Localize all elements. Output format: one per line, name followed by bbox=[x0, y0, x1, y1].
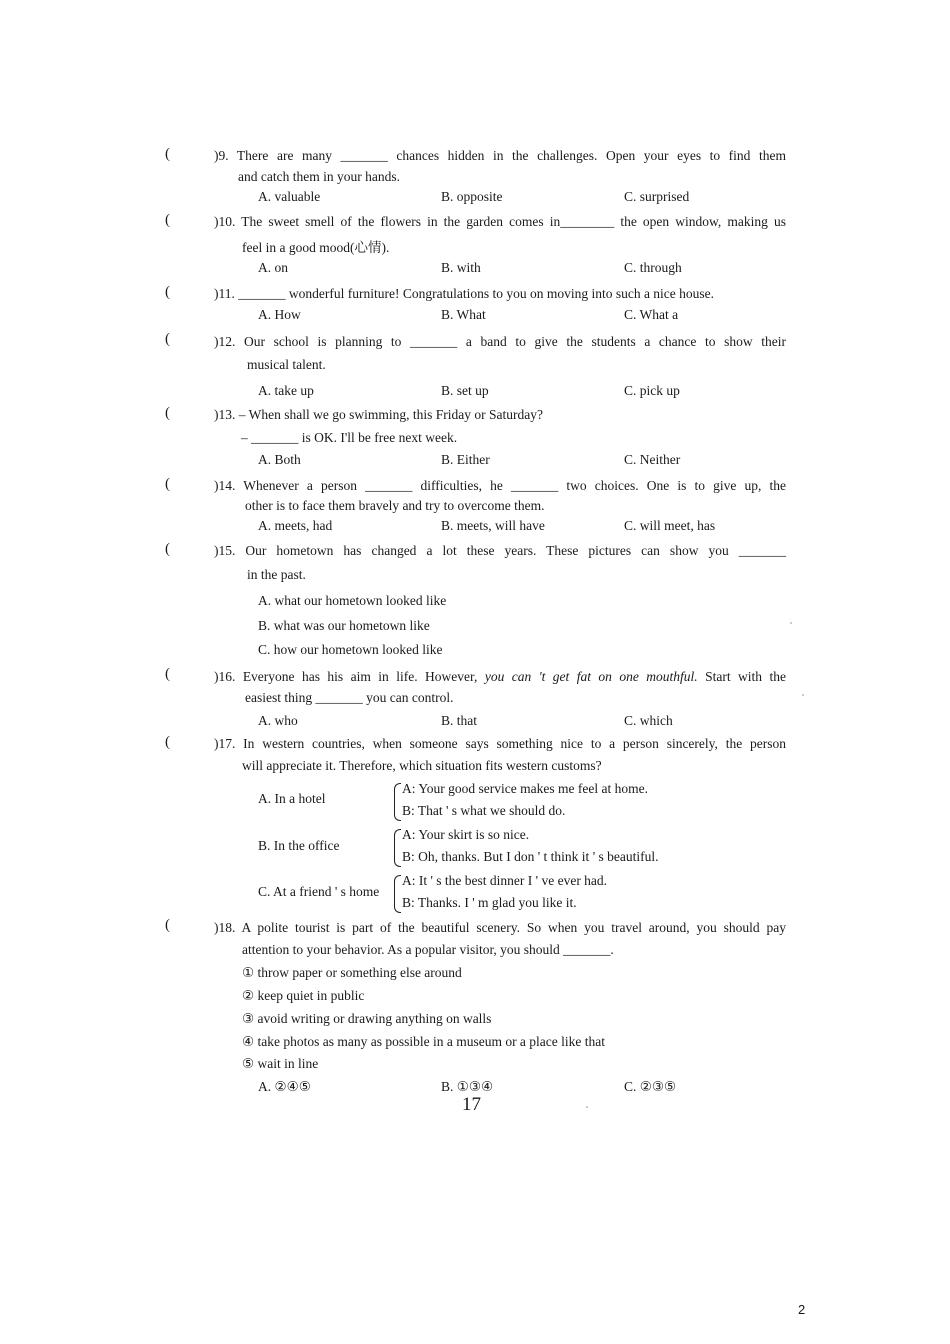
question-15-option-b: B. what was our hometown like bbox=[258, 618, 430, 633]
question-14-line-2: other is to face them bravely and try to overcome them. bbox=[245, 498, 545, 513]
brace bbox=[394, 829, 401, 867]
question-18-item-1: ① throw paper or something else around bbox=[242, 965, 462, 980]
question-17-line-1: )17. In western countries, when someone says something nice to a person sincerely, the person bbox=[214, 736, 786, 751]
answer-paren: ( bbox=[165, 405, 170, 421]
question-10-option-c: C. through bbox=[624, 260, 682, 275]
page-number: 17 bbox=[462, 1094, 481, 1115]
question-18-item-5: ⑤ wait in line bbox=[242, 1056, 319, 1071]
footer-page-number: 2 bbox=[798, 1302, 806, 1317]
question-18-item-3: ③ avoid writing or drawing anything on walls bbox=[242, 1011, 492, 1026]
question-13-option-b: B. Either bbox=[441, 452, 490, 467]
answer-paren: ( bbox=[165, 734, 170, 750]
question-14-line-1: )14. Whenever a person _______ difficulties, he _______ two choices. One is to give up, the bbox=[214, 478, 786, 493]
question-9-line-1: )9. There are many _______ chances hidden in the challenges. Open your eyes to find them bbox=[214, 148, 786, 163]
question-11-option-b: B. What bbox=[441, 307, 486, 322]
question-18-line-1: )18. A polite tourist is part of the beautiful scenery. So when you travel around, you should pay bbox=[214, 920, 786, 935]
dialog-c-line-2: B: Thanks. I ' m glad you like it. bbox=[402, 895, 577, 910]
answer-paren: ( bbox=[165, 476, 170, 492]
question-18-item-4: ④ take photos as many as possible in a museum or a place like that bbox=[242, 1034, 606, 1049]
dialog-b-line-2: B: Oh, thanks. But I don ' t think it ' s beautiful. bbox=[402, 849, 659, 864]
question-9-line-2: and catch them in your hands. bbox=[238, 169, 400, 184]
answer-paren: ( bbox=[165, 146, 170, 162]
question-16-text-a: )16. Everyone has his aim in life. However, bbox=[214, 669, 485, 684]
question-17-option-a: A. In a hotel bbox=[258, 791, 326, 806]
question-13-line-2: – _______ is OK. I'll be free next week. bbox=[241, 430, 458, 445]
scan-speck bbox=[802, 694, 804, 696]
question-11-option-c: C. What a bbox=[624, 307, 679, 322]
question-12-line-2: musical talent. bbox=[247, 357, 326, 372]
question-9-option-c: C. surprised bbox=[624, 189, 690, 204]
question-9-option-b: B. opposite bbox=[441, 189, 503, 204]
question-17-option-b: B. In the office bbox=[258, 838, 340, 853]
answer-paren: ( bbox=[165, 541, 170, 557]
answer-paren: ( bbox=[165, 331, 170, 347]
question-10-option-b: B. with bbox=[441, 260, 481, 275]
question-11-option-a: A. How bbox=[258, 307, 301, 322]
question-10-line-1: )10. The sweet smell of the flowers in the garden comes in________ the open window, making us bbox=[214, 214, 786, 229]
question-13-line-1: )13. – When shall we go swimming, this Friday or Saturday? bbox=[214, 407, 543, 422]
question-18-option-a: A. ②④⑤ bbox=[258, 1079, 311, 1094]
question-17-line-2: will appreciate it. Therefore, which situation fits western customs? bbox=[242, 758, 602, 773]
question-14-option-c: C. will meet, has bbox=[624, 518, 716, 533]
brace bbox=[394, 783, 401, 821]
question-17-option-c: C. At a friend ' s home bbox=[258, 884, 380, 899]
question-15-option-a: A. what our hometown looked like bbox=[258, 593, 447, 608]
question-16-idiom: you can 't get fat on one mouthful. bbox=[484, 669, 698, 684]
question-18-option-b: B. ①③④ bbox=[441, 1079, 494, 1094]
brace bbox=[394, 875, 401, 913]
question-14-option-b: B. meets, will have bbox=[441, 518, 545, 533]
question-16-option-c: C. which bbox=[624, 713, 673, 728]
dialog-c-line-1: A: It ' s the best dinner I ' ve ever had. bbox=[402, 873, 608, 888]
question-18-item-2: ② keep quiet in public bbox=[242, 988, 365, 1003]
question-12-option-c: C. pick up bbox=[624, 383, 680, 398]
dialog-a-line-1: A: Your good service makes me feel at home. bbox=[402, 781, 648, 796]
question-16-option-b: B. that bbox=[441, 713, 477, 728]
question-18-option-c: C. ②③⑤ bbox=[624, 1079, 677, 1094]
answer-paren: ( bbox=[165, 284, 170, 300]
dialog-b-line-1: A: Your skirt is so nice. bbox=[402, 827, 530, 842]
question-15-line-1: )15. Our hometown has changed a lot these years. These pictures can show you _______ bbox=[214, 543, 786, 558]
scan-speck bbox=[586, 1106, 588, 1108]
question-10-option-a: A. on bbox=[258, 260, 288, 275]
answer-paren: ( bbox=[165, 212, 170, 228]
question-14-option-a: A. meets, had bbox=[258, 518, 333, 533]
question-16-line-1 bbox=[214, 669, 786, 685]
question-16-text-c: Start with the bbox=[697, 669, 786, 684]
question-10-line-2: feel in a good mood(心情). bbox=[242, 240, 390, 255]
question-15-option-c: C. how our hometown looked like bbox=[258, 642, 443, 657]
question-16-option-a: A. who bbox=[258, 713, 298, 728]
question-9-option-a: A. valuable bbox=[258, 189, 321, 204]
question-13-option-a: A. Both bbox=[258, 452, 301, 467]
question-15-line-2: in the past. bbox=[247, 567, 306, 582]
answer-paren: ( bbox=[165, 666, 170, 682]
question-16-line-2: easiest thing _______ you can control. bbox=[245, 690, 454, 705]
question-12-option-b: B. set up bbox=[441, 383, 489, 398]
question-12-option-a: A. take up bbox=[258, 383, 314, 398]
question-12-line-1: )12. Our school is planning to _______ a band to give the students a chance to show their bbox=[214, 334, 786, 349]
answer-paren: ( bbox=[165, 917, 170, 933]
scan-speck bbox=[790, 622, 792, 624]
question-11-line-1: )11. _______ wonderful furniture! Congratulations to you on moving into such a nice house. bbox=[214, 286, 715, 301]
question-18-line-2: attention to your behavior. As a popular visitor, you should _______. bbox=[242, 942, 614, 957]
dialog-a-line-2: B: That ' s what we should do. bbox=[402, 803, 566, 818]
question-13-option-c: C. Neither bbox=[624, 452, 681, 467]
